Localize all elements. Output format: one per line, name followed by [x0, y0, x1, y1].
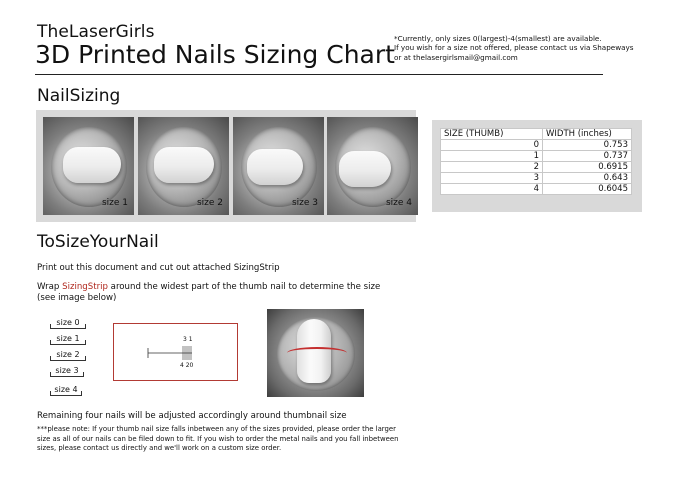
- strip-label: size 2: [56, 350, 80, 359]
- strip-tick: [50, 391, 51, 396]
- width-cell: 0.6045: [543, 184, 632, 195]
- ruler-bottom-labels: 4 20: [180, 362, 194, 369]
- nail-shape: [154, 147, 214, 183]
- width-cell: 0.753: [543, 140, 632, 151]
- sizing-strip-diagram: [113, 323, 238, 381]
- photo-label: size 2: [196, 198, 223, 208]
- size-cell: 2: [441, 162, 543, 173]
- strip-label: size 4: [54, 385, 78, 394]
- strip-wrap-example-photo: [267, 309, 364, 397]
- inbetween-sizes-note: ***please note: If your thumb nail size falls inbetween any of the sizes provided, please order the larger size as all of our nails can be filed down to fit. If you wish to order the metal nails and you fall inbetween sizes, please contact us directly and we'll work on a custom size order.: [37, 425, 399, 453]
- instruction-text: Wrap: [37, 282, 63, 292]
- size-4-photo: [327, 117, 418, 215]
- nail-sizing-heading: NailSizing: [37, 86, 121, 106]
- strip-line: [50, 376, 84, 377]
- size-cell: 3: [441, 173, 543, 184]
- photo-label: size 4: [385, 198, 412, 208]
- photo-label: size 1: [101, 198, 128, 208]
- strip-tick: [83, 372, 84, 377]
- sizing-strip-size-4: [50, 385, 82, 396]
- sizing-strip-band: [287, 347, 347, 359]
- table-header-row: [441, 129, 632, 140]
- strip-tick: [50, 340, 51, 345]
- size-table-panel: [432, 120, 642, 212]
- strip-tick: [50, 372, 51, 377]
- photo-label: size 3: [291, 198, 318, 208]
- column-header-width: WIDTH (inches): [543, 129, 632, 140]
- column-header-size: SIZE (THUMB): [441, 129, 543, 140]
- brand-name: TheLaserGirls: [37, 22, 155, 42]
- header-divider: [35, 74, 603, 75]
- sizing-strip-size-1: [50, 334, 86, 345]
- size-2-photo: [138, 117, 229, 215]
- strip-tick: [50, 356, 51, 361]
- strip-tick: [81, 391, 82, 396]
- strip-tick: [85, 340, 86, 345]
- width-cell: 0.737: [543, 151, 632, 162]
- size-1-photo: [43, 117, 134, 215]
- sizing-strip-size-0: [50, 318, 86, 329]
- strip-line: [50, 395, 82, 396]
- strip-line: [50, 328, 86, 329]
- sizing-strip-size-2: [50, 350, 86, 361]
- table-row: [441, 140, 632, 151]
- page-title: 3D Printed Nails Sizing Chart: [35, 40, 395, 69]
- sizing-strip-link[interactable]: SizingStrip: [62, 282, 108, 292]
- size-photo-strip: [36, 110, 416, 222]
- table-row: [441, 162, 632, 173]
- size-cell: 4: [441, 184, 543, 195]
- sizing-strip-size-3: [50, 366, 84, 377]
- strip-label: size 1: [56, 334, 80, 343]
- strip-tick: [50, 324, 51, 329]
- width-cell: 0.643: [543, 173, 632, 184]
- table-row: [441, 173, 632, 184]
- size-cell: 0: [441, 140, 543, 151]
- nail-shape: [339, 151, 391, 187]
- instruction-print: Print out this document and cut out attached SizingStrip: [37, 263, 280, 273]
- size-cell: 1: [441, 151, 543, 162]
- strip-line: [50, 360, 86, 361]
- table-row: [441, 151, 632, 162]
- strip-label: size 3: [55, 366, 79, 375]
- ruler-top-labels: 3 1: [183, 336, 193, 343]
- strip-tick: [85, 356, 86, 361]
- to-size-heading: ToSizeYourNail: [37, 232, 159, 252]
- nail-shape: [63, 147, 121, 183]
- instruction-text: around the widest part of the thumb nail to determine the size (see image below): [37, 282, 381, 303]
- width-cell: 0.6915: [543, 162, 632, 173]
- availability-note: *Currently, only sizes 0(largest)-4(smallest) are available. If you wish for a size not offered, please contact us via Shapeways or at thelasergirlsmail@gmail.com: [394, 34, 634, 62]
- size-3-photo: [233, 117, 324, 215]
- strip-line: [50, 344, 86, 345]
- strip-label: size 0: [56, 318, 80, 327]
- instruction-wrap: [37, 282, 387, 304]
- table-row: [441, 184, 632, 195]
- nail-shape: [247, 149, 303, 185]
- adjustment-note: Remaining four nails will be adjusted accordingly around thumbnail size: [37, 411, 347, 421]
- size-width-table: [440, 128, 632, 195]
- strip-tick: [85, 324, 86, 329]
- strip-ruler-drawing: [114, 324, 237, 380]
